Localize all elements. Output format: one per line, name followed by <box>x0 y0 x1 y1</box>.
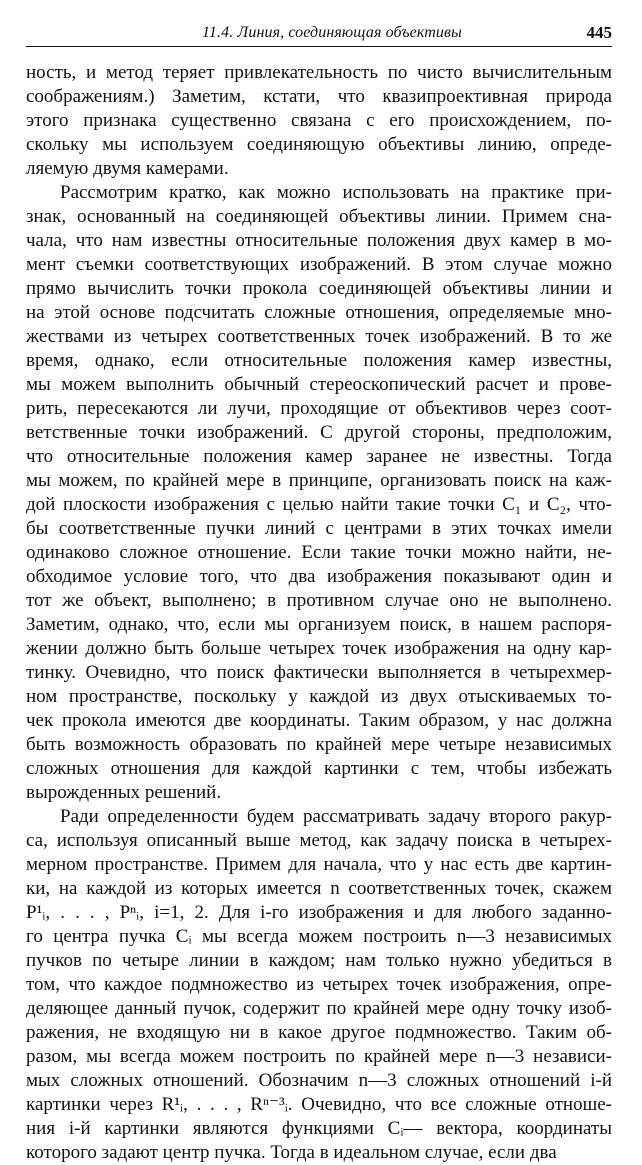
text-line: пучков по четыре линии в каждом; нам только нужно убедиться в <box>26 950 612 971</box>
text-line: Рассмотрим кратко, как можно использовать на практике при- <box>60 182 612 203</box>
text-line: P¹ᵢ, . . . , Pⁿᵢ, i=1, 2. Для i-го изображения и для любого заданно- <box>26 902 612 923</box>
text-line: тинку. Очевидно, что поиск фактически выполняется в четырехмер- <box>26 662 612 683</box>
text-line: са, используя описанный выше метод, как задачу поиска в четырех- <box>26 830 612 851</box>
text-line: сложных отношения для каждой картинки с тем, чтобы избежать <box>26 758 612 779</box>
text-line: дой плоскости изображения с целью найти такие точки C₁ и C₂, что- <box>26 494 612 515</box>
text-line: мерном пространстве. Примем для начала, что у нас есть две картин- <box>26 854 612 875</box>
text-line: ражения, не входящую ни в какое другое подмножество. Таким об- <box>26 1022 612 1043</box>
paragraph <box>26 181 612 805</box>
text-line: рить, пересекаются ли лучи, проходящие от объективов через соот- <box>26 398 612 419</box>
text-line: бы соответственные пучки линий с центрами в этих точках имели <box>26 518 612 539</box>
text-line: ляемую двумя камерами. <box>26 158 229 179</box>
page-header <box>26 22 612 46</box>
text-line: время, однако, если относительные положения камер известны, <box>26 350 612 371</box>
text-line: ном пространстве, поскольку у каждой из двух отыскиваемых то- <box>26 686 612 707</box>
text-line: Заметим, однако, что, если мы организуем поиск, в нашем распоря- <box>26 614 612 635</box>
text-line: соображениям.) Заметим, кстати, что квазипроективная природа <box>26 86 612 107</box>
text-line: ния i-й картинки являются функциями Cᵢ— вектора, координаты <box>26 1118 612 1139</box>
text-line: жении должно быть больше четырех точек изображения на одну кар- <box>26 638 612 659</box>
text-line: разом, мы всегда можем построить по крайней мере n—3 независи- <box>26 1046 612 1067</box>
text-line: одинаково сложное отношение. Если такие точки можно найти, не- <box>26 542 612 563</box>
text-line: го центра пучка Cᵢ мы всегда можем построить n—3 независимых <box>26 926 612 947</box>
text-line: мент съемки соответствующих изображений. В этом случае можно <box>26 254 612 275</box>
text-line: мы можем выполнить обычный стереоскопический расчет и прове- <box>26 374 612 395</box>
text-line: том, что каждое подмножество из четырех точек изображения, опре- <box>26 974 612 995</box>
running-title: 11.4. Линия, соединяющая объективы <box>202 24 462 41</box>
body-text <box>26 61 612 1165</box>
text-line: скольку мы используем соединяющую объективы линию, опреде- <box>26 134 612 155</box>
text-line: чала, что нам известны относительные положения двух камер в мо- <box>26 230 612 251</box>
text-line: обходимое условие того, что два изображения показывают один и <box>26 566 612 587</box>
text-line: тот же объект, выполнено; в противном случае оно не выполнено. <box>26 590 612 611</box>
text-line: ность, и метод теряет привлекательность по чисто вычислительным <box>26 62 612 83</box>
paragraph <box>26 805 612 1165</box>
text-line: на этой основе подсчитать сложные отношения, определяемые мно- <box>26 302 612 323</box>
text-line: что относительные положения камер заранее не известны. Тогда <box>26 446 612 467</box>
text-line: этого признака существенно связана с его происхождением, по- <box>26 110 612 131</box>
text-line: жествами из четырех соответственных точек изображений. В то же <box>26 326 612 347</box>
text-line: деляющее данный пучок, содержит по крайней мере одну точку изоб- <box>26 998 612 1019</box>
page-number: 445 <box>586 23 612 42</box>
text-line: вырожденных решений. <box>26 782 222 803</box>
text-line: чек прокола имеются две координаты. Таким образом, у нас должна <box>26 710 612 731</box>
header-rule <box>26 46 612 47</box>
text-line: ветственные точки изображений. С другой стороны, предположим, <box>26 422 612 443</box>
text-line: картинки через R¹ᵢ, . . . , Rⁿ⁻³ᵢ. Очевидно, что все сложные отноше- <box>26 1094 612 1115</box>
text-line: мы можем, по крайней мере в принципе, организовать поиск на каж- <box>26 470 612 491</box>
text-line: ки, на каждой из которых имеется n соответственных точек, скажем <box>26 878 612 899</box>
text-line: быть возможность образовать по крайней мере четыре независимых <box>26 734 612 755</box>
paragraph <box>26 61 612 181</box>
text-line: знак, основанный на соединяющей объективы линии. Примем сна- <box>26 206 612 227</box>
text-line: мых сложных отношений. Обозначим n—3 сложных отношений i-й <box>26 1070 612 1091</box>
text-line: которого задают центр пучка. Тогда в идеальном случае, если два <box>26 1142 557 1163</box>
text-line: прямо вычислить точки прокола соединяющей объективы линии и <box>26 278 612 299</box>
text-line: Ради определенности будем рассматривать задачу второго ракур- <box>60 806 612 827</box>
